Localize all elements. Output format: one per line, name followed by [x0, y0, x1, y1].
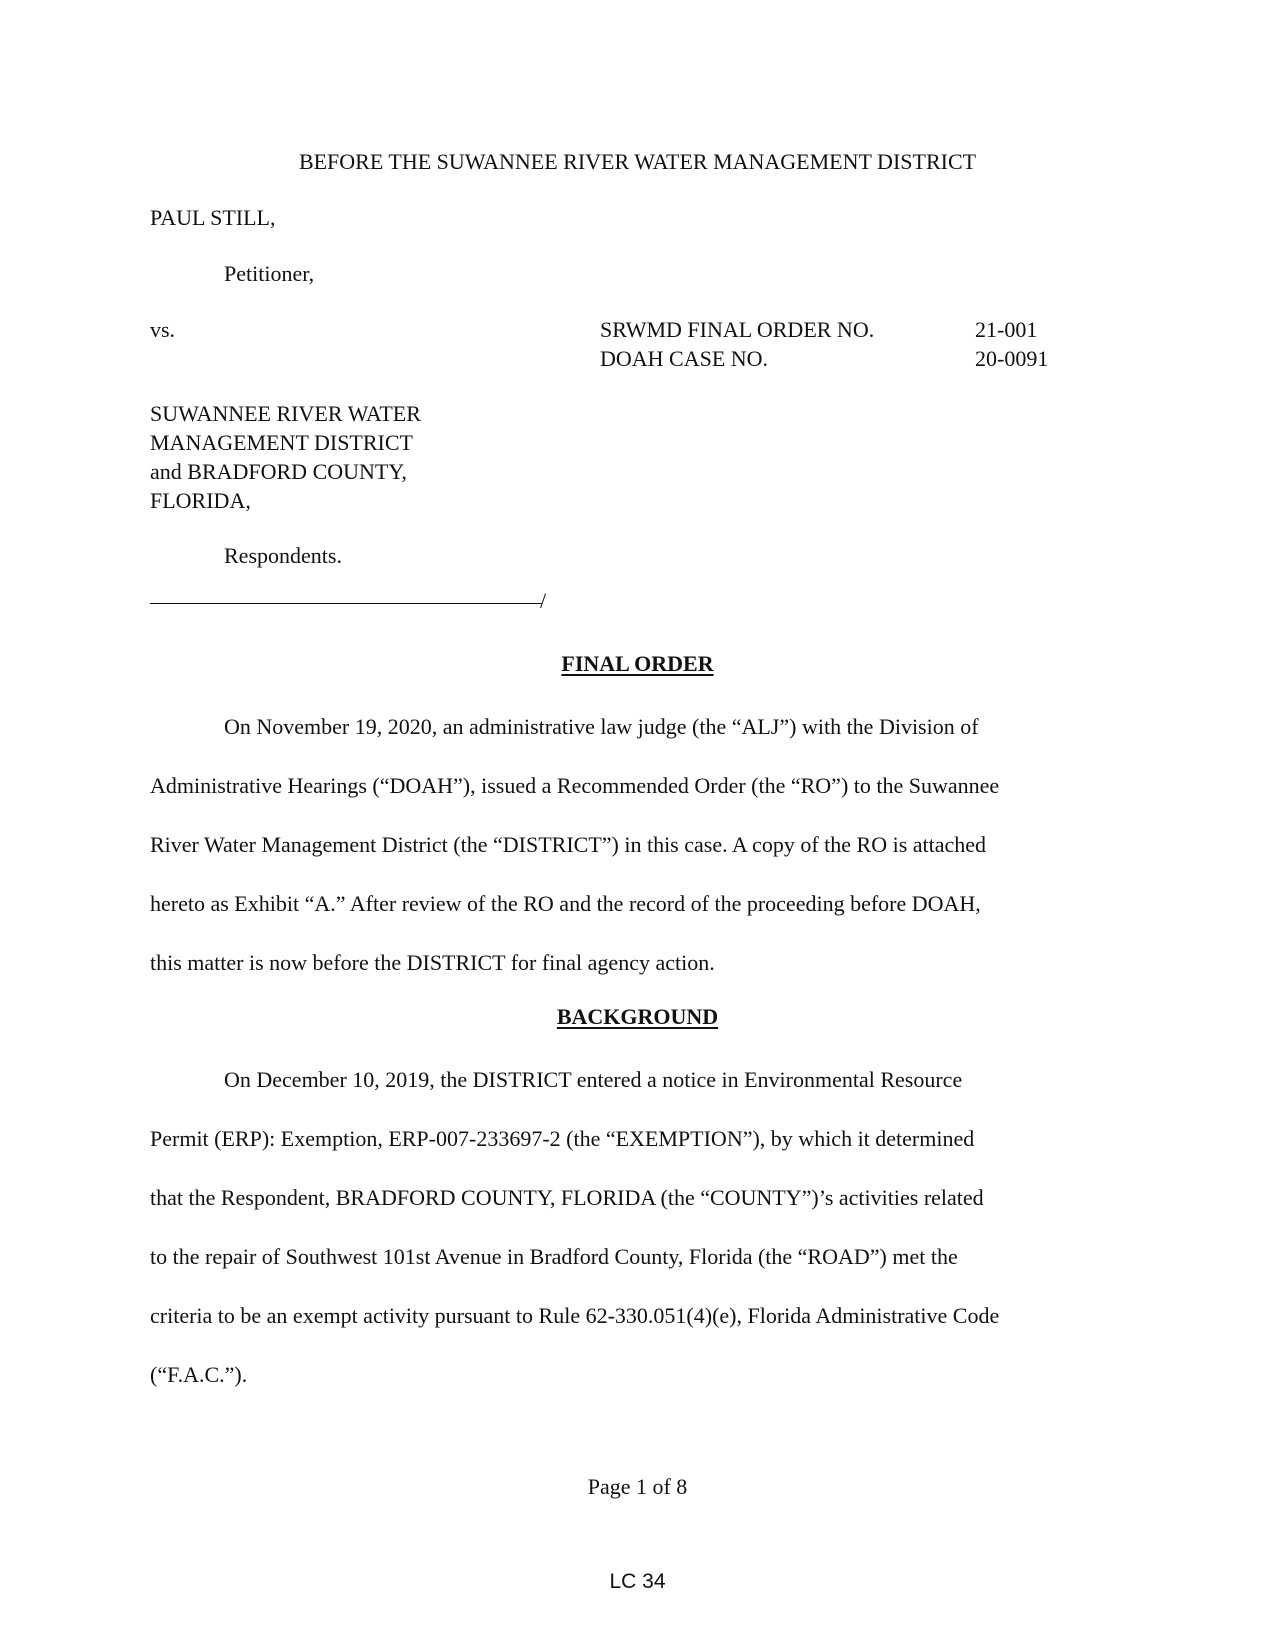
respondent-line: SUWANNEE RIVER WATER — [150, 401, 421, 426]
paragraph-line: hereto as Exhibit “A.” After review of the RO and the record of the proceeding before DOAH, — [150, 891, 981, 916]
respondent-line: FLORIDA, — [150, 488, 251, 513]
final-order-number-label: SRWMD FINAL ORDER NO. — [600, 317, 875, 342]
doah-case-number-value: 20-0091 — [975, 346, 1049, 371]
paragraph-line: this matter is now before the DISTRICT for final agency action. — [150, 950, 715, 975]
paragraph-line: Administrative Hearings (“DOAH”), issued a Recommended Order (the “RO”) to the Suwannee — [150, 773, 1000, 798]
section-heading-final-order: FINAL ORDER — [561, 651, 714, 676]
paragraph-line: River Water Management District (the “DISTRICT”) in this case. A copy of the RO is attached — [150, 832, 987, 857]
paragraph-line: (“F.A.C.”). — [150, 1362, 248, 1387]
paragraph-line: On December 10, 2019, the DISTRICT entered a notice in Environmental Resource — [224, 1067, 963, 1092]
respondent-line: and BRADFORD COUNTY, — [150, 459, 407, 484]
paragraph-line: that the Respondent, BRADFORD COUNTY, FLORIDA (the “COUNTY”)’s activities related — [150, 1185, 984, 1210]
background-paragraph — [150, 1050, 1135, 1404]
petitioner-name: PAUL STILL, — [150, 205, 276, 230]
paragraph-line: Permit (ERP): Exemption, ERP-007-233697-2 (the “EXEMPTION”), by which it determined — [150, 1126, 975, 1151]
doah-case-number-label: DOAH CASE NO. — [600, 346, 769, 371]
section-heading-background: BACKGROUND — [556, 1004, 719, 1029]
lc-stamp: LC 34 — [609, 1570, 666, 1593]
respondent-role: Respondents. — [224, 543, 342, 568]
paragraph-line: On November 19, 2020, an administrative law judge (the “ALJ”) with the Division of — [224, 714, 979, 739]
caption-rule — [150, 603, 542, 604]
paragraph-line: criteria to be an exempt activity pursuant to Rule 62-330.051(4)(e), Florida Administrative Code — [150, 1303, 1000, 1328]
tribunal-heading: BEFORE THE SUWANNEE RIVER WATER MANAGEMENT DISTRICT — [298, 149, 977, 174]
petitioner-role: Petitioner, — [224, 261, 315, 286]
page-number: Page 1 of 8 — [587, 1474, 688, 1499]
final-order-paragraph — [150, 697, 1135, 992]
paragraph-line: to the repair of Southwest 101st Avenue in Bradford County, Florida (the “ROAD”) met the — [150, 1244, 958, 1269]
caption-end-mark: / — [540, 588, 547, 613]
respondent-line: MANAGEMENT DISTRICT — [150, 430, 413, 455]
versus-label: vs. — [150, 317, 176, 342]
final-order-number-value: 21-001 — [975, 317, 1038, 342]
